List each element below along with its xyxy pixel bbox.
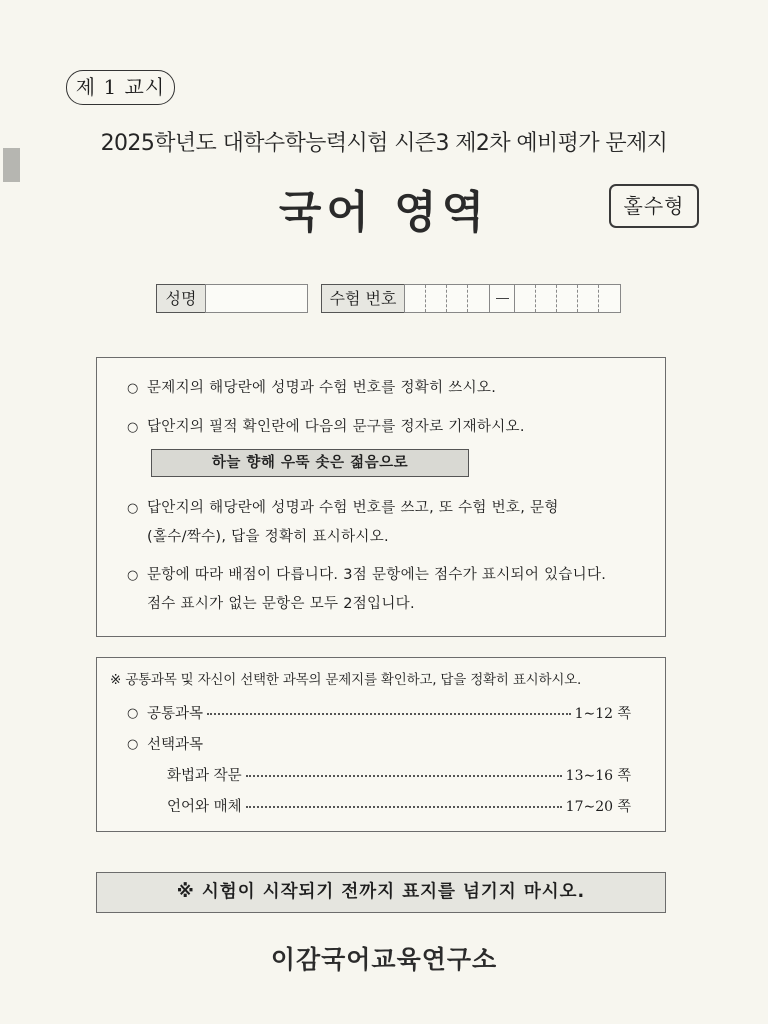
toc-pages: 17∼20 쪽 xyxy=(565,799,631,815)
exam-number-digit[interactable] xyxy=(536,285,557,312)
exam-number-digit[interactable] xyxy=(468,285,489,312)
name-field[interactable] xyxy=(205,284,308,313)
toc-label: 공통과목 xyxy=(147,706,204,722)
exam-number-digit[interactable] xyxy=(405,285,426,312)
subject-note: ※ 공통과목 및 자신이 선택한 과목의 문제지를 확인하고, 답을 정확히 표시하시오. xyxy=(110,672,582,688)
handwriting-phrase: 하늘 향해 우뚝 솟은 젊음으로 xyxy=(151,449,469,477)
toc-row-elective xyxy=(127,735,203,755)
name-label: 성명 xyxy=(156,284,206,313)
bullet-circle-icon: ○ xyxy=(127,501,139,516)
exam-number-separator xyxy=(489,285,515,312)
period-badge: 제 1 교시 xyxy=(66,70,175,105)
subject-title: 국어 영역 xyxy=(278,187,490,238)
toc-row-elective-2 xyxy=(167,797,631,817)
exam-number-label: 수험 번호 xyxy=(321,284,405,313)
toc-label: 화법과 작문 xyxy=(167,768,242,784)
exam-number-digit[interactable] xyxy=(578,285,599,312)
bullet-circle-icon: ○ xyxy=(127,568,139,583)
toc-label: 언어와 매체 xyxy=(167,799,242,815)
exam-number-digit[interactable] xyxy=(599,285,620,312)
toc-row-common xyxy=(127,704,631,724)
form-type-badge: 홀수형 xyxy=(609,184,699,228)
instructions-box xyxy=(96,357,666,637)
toc-row-elective-1 xyxy=(167,766,631,786)
instruction-item: ○ 답안지의 해당란에 성명과 수험 번호를 쓰고, 또 수험 번호, 문형 (홀수/짝수), 답을 정확히 표시하시오. xyxy=(127,494,559,552)
exam-number-field[interactable] xyxy=(404,284,621,313)
leader-dots xyxy=(246,766,562,777)
leader-dots xyxy=(207,704,571,715)
instruction-item: ○ 답안지의 필적 확인란에 다음의 문구를 정자로 기재하시오. xyxy=(127,413,525,442)
toc-pages: 1∼12 쪽 xyxy=(574,706,631,722)
instruction-item: ○ 문항에 따라 배점이 다릅니다. 3점 문항에는 점수가 표시되어 있습니다. 점수 표시가 없는 문항은 모두 2점입니다. xyxy=(127,561,606,619)
instruction-item: ○ 문제지의 해당란에 성명과 수험 번호를 정확히 쓰시오. xyxy=(127,374,496,403)
publisher-logo: 이감국어교육연구소 xyxy=(270,945,498,974)
exam-number-digit[interactable] xyxy=(426,285,447,312)
warning-banner: ※ 시험이 시작되기 전까지 표지를 넘기지 마시오. xyxy=(96,872,666,913)
toc-label: 선택과목 xyxy=(147,737,204,753)
bullet-circle-icon: ○ xyxy=(127,706,139,721)
exam-number-digit[interactable] xyxy=(447,285,468,312)
subject-box xyxy=(96,657,666,832)
exam-number-digit[interactable] xyxy=(557,285,578,312)
toc-pages: 13∼16 쪽 xyxy=(565,768,631,784)
bullet-circle-icon: ○ xyxy=(127,737,139,752)
exam-number-digit[interactable] xyxy=(515,285,536,312)
leader-dots xyxy=(246,797,562,808)
bullet-circle-icon: ○ xyxy=(127,420,139,435)
bullet-circle-icon: ○ xyxy=(127,381,139,396)
exam-title: 2025학년도 대학수학능력시험 시즌3 제2차 예비평가 문제지 xyxy=(100,131,668,156)
